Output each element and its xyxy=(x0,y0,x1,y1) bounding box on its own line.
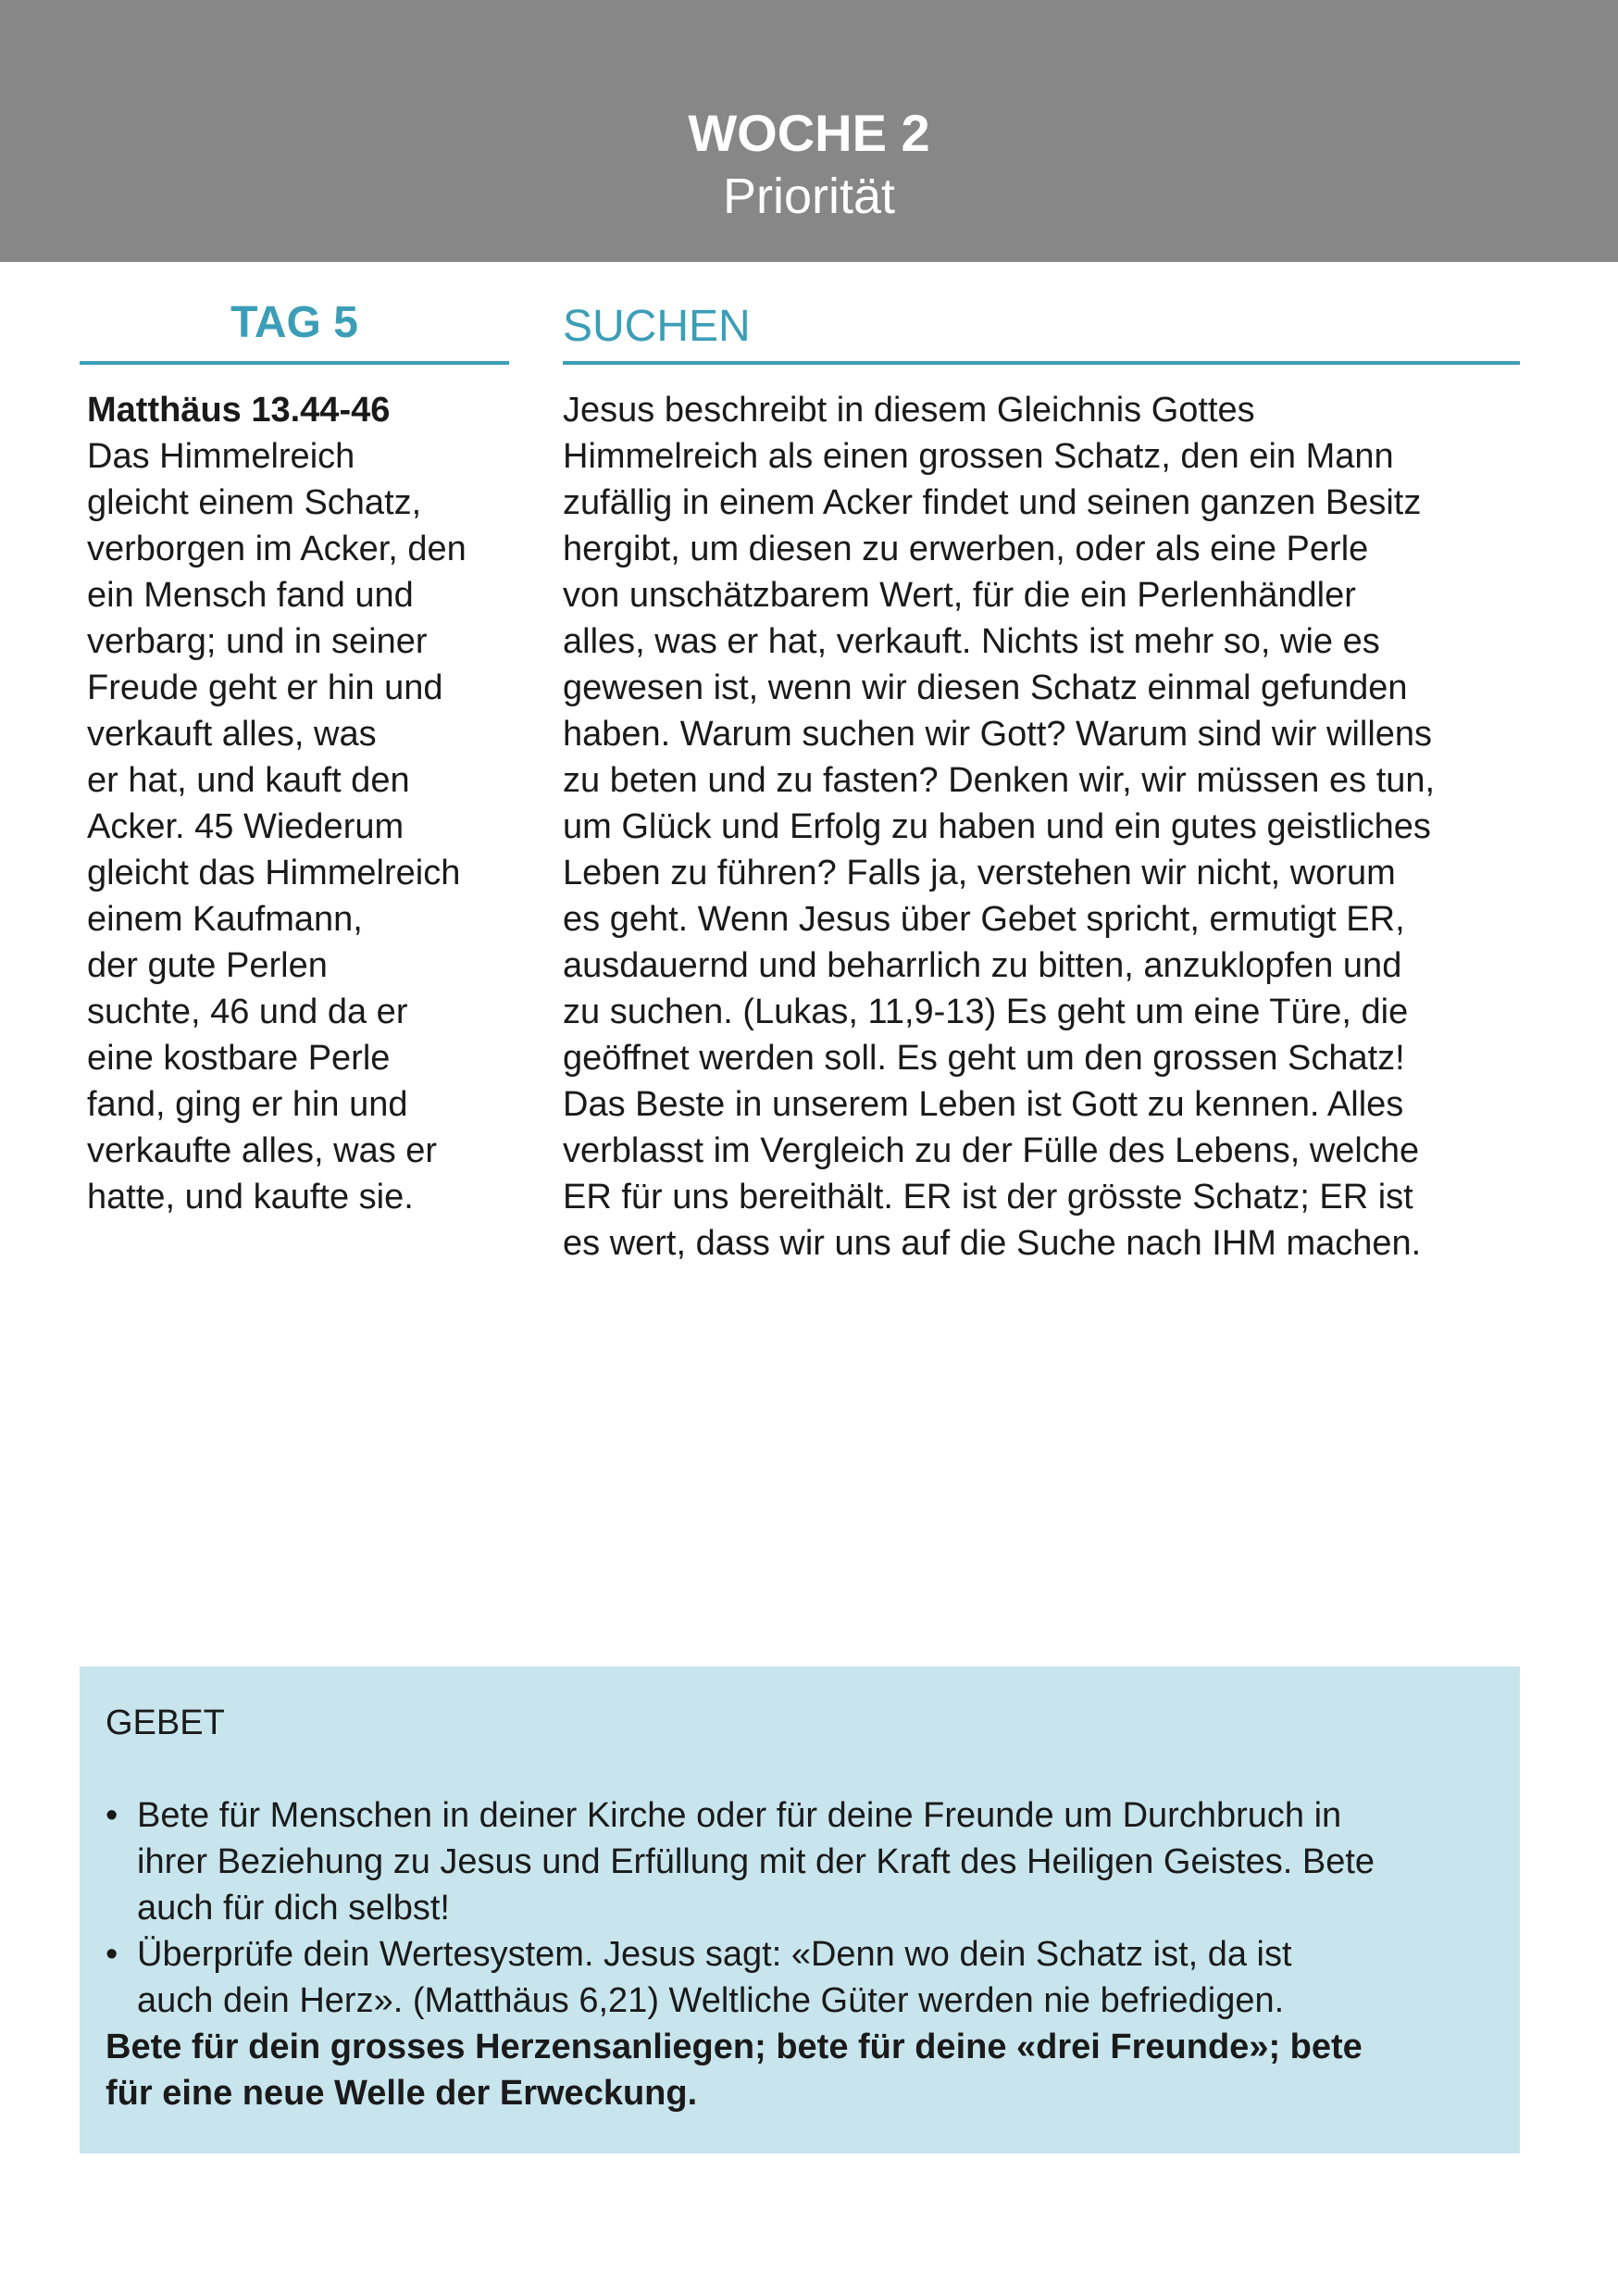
prayer-item-line: ihrer Beziehung zu Jesus und Erfüllung mit der Kraft des Heiligen Geistes. Bete xyxy=(137,1842,1375,1881)
prayer-title: GEBET xyxy=(106,1703,225,1742)
verse-line: Freude geht er hin und xyxy=(87,668,443,707)
verse-line: verkaufte alles, was er xyxy=(87,1131,438,1170)
day-heading-label: TAG 5 xyxy=(230,298,358,347)
verse-line: er hat, und kauft den xyxy=(87,761,410,800)
verse-line: verkauft alles, was xyxy=(87,715,377,754)
bullet-icon: • xyxy=(106,1796,118,1835)
body-line: gewesen ist, wenn wir diesen Schatz einmal gefunden xyxy=(563,668,1408,707)
verse-text xyxy=(87,433,509,1220)
body-line: Das Beste in unserem Leben ist Gott zu kennen. Alles xyxy=(563,1085,1404,1124)
verse-line: gleicht das Himmelreich xyxy=(87,854,461,892)
scripture-column xyxy=(80,287,509,1220)
verse-line: eine kostbare Perle xyxy=(87,1039,391,1078)
verse-line: gleicht einem Schatz, xyxy=(87,483,422,522)
body-line: von unschätzbarem Wert, für die ein Perlenhändler xyxy=(563,576,1356,615)
verse-line: verborgen im Acker, den xyxy=(87,530,467,568)
prayer-item xyxy=(106,1931,1494,2024)
verse-line: Das Himmelreich xyxy=(87,437,355,476)
body-line: Jesus beschreibt in diesem Gleichnis Gottes xyxy=(563,391,1255,430)
body-line: ausdauernd und beharrlich zu bitten, anzuklopfen und xyxy=(563,946,1402,985)
prayer-item-line: auch dein Herz». (Matthäus 6,21) Weltliche Güter werden nie befriedigen. xyxy=(137,1981,1285,2020)
day-heading xyxy=(80,287,509,365)
body-line: hergibt, um diesen zu erwerben, oder als eine Perle xyxy=(563,530,1369,568)
prayer-item-line: Bete für Menschen in deiner Kirche oder für deine Freunde um Durchbruch in xyxy=(137,1796,1342,1835)
verse-line: verbarg; und in seiner xyxy=(87,622,428,661)
body-line: zu beten und zu fasten? Denken wir, wir müssen es tun, xyxy=(563,761,1436,800)
page-header xyxy=(0,0,1618,262)
verse-line: ein Mensch fand und xyxy=(87,576,414,615)
body-line: zufällig in einem Acker findet und seinen ganzen Besitz xyxy=(563,483,1422,522)
body-line: alles, was er hat, verkauft. Nichts ist mehr so, wie es xyxy=(563,622,1380,661)
reflection-column xyxy=(563,287,1520,1267)
body-line: Leben zu führen? Falls ja, verstehen wir nicht, worum xyxy=(563,854,1396,892)
prayer-item xyxy=(106,1792,1494,1931)
body-line: verblasst im Vergleich zu der Fülle des Lebens, welche xyxy=(563,1131,1420,1170)
verse-line: fand, ging er hin und xyxy=(87,1085,408,1124)
week-title: WOCHE 2 xyxy=(688,104,930,162)
body-line: es geht. Wenn Jesus über Gebet spricht, ermutigt ER, xyxy=(563,900,1405,939)
verse-line: hatte, und kaufte sie. xyxy=(87,1178,414,1217)
week-topic: Priorität xyxy=(722,168,896,224)
prayer-closing-line: Bete für dein grosses Herzensanliegen; bete für deine «drei Freunde»; bete xyxy=(106,2028,1363,2066)
verse-reference: Matthäus 13.44-46 xyxy=(87,391,391,430)
section-heading xyxy=(563,287,1520,365)
prayer-item-line: auch für dich selbst! xyxy=(137,1889,450,1928)
body-line: Himmelreich als einen grossen Schatz, den ein Mann xyxy=(563,437,1394,476)
prayer-closing xyxy=(106,2024,1494,2116)
section-heading-label: SUCHEN xyxy=(563,302,751,351)
body-line: ER für uns bereithält. ER ist der grösste Schatz; ER ist xyxy=(563,1178,1413,1217)
bullet-icon: • xyxy=(106,1935,118,1974)
body-line: zu suchen. (Lukas, 11,9-13) Es geht um eine Türe, die xyxy=(563,992,1409,1031)
prayer-list xyxy=(106,1792,1494,2024)
verse-line: der gute Perlen xyxy=(87,946,328,985)
prayer-item-line: Überprüfe dein Wertesystem. Jesus sagt: «Denn wo dein Schatz ist, da ist xyxy=(137,1935,1292,1974)
reflection-text xyxy=(563,365,1520,1267)
prayer-box xyxy=(80,1666,1520,2153)
body-line: um Glück und Erfolg zu haben und ein gutes geistliches xyxy=(563,807,1431,846)
body-line: haben. Warum suchen wir Gott? Warum sind wir willens xyxy=(563,715,1433,754)
body-line: es wert, dass wir uns auf die Suche nach IHM machen. xyxy=(563,1224,1422,1263)
verse-line: suchte, 46 und da er xyxy=(87,992,408,1031)
verse-line: Acker. 45 Wiederum xyxy=(87,807,404,846)
body-line: geöffnet werden soll. Es geht um den grossen Schatz! xyxy=(563,1039,1405,1078)
prayer-closing-line: für eine neue Welle der Erweckung. xyxy=(106,2074,698,2113)
verse-line: einem Kaufmann, xyxy=(87,900,363,939)
